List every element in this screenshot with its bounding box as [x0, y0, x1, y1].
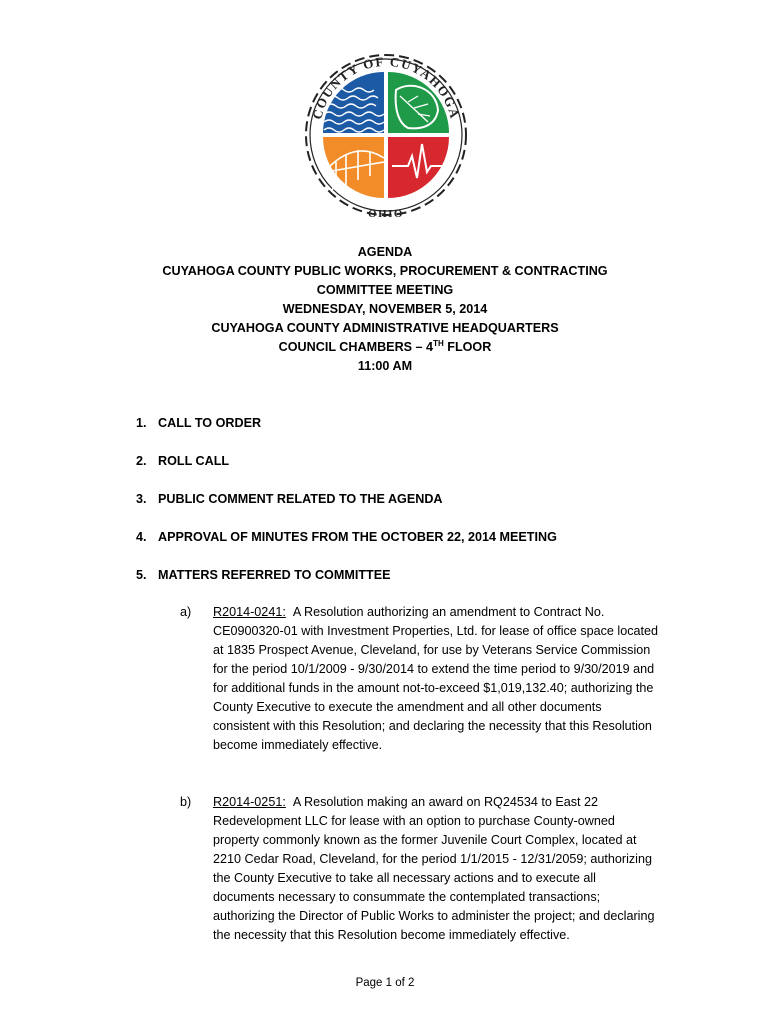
agenda-item-text: APPROVAL OF MINUTES FROM THE OCTOBER 22, 2014 MEETING — [158, 530, 557, 544]
resolution-number: R2014-0241: — [213, 605, 286, 619]
agenda-item-3 — [136, 491, 443, 507]
resolution-number: R2014-0251: — [213, 795, 286, 809]
agenda-item-5 — [136, 567, 391, 583]
seal-top-text: COUNTY OF CUYAHOGA — [309, 53, 463, 121]
agenda-item-text: PUBLIC COMMENT RELATED TO THE AGENDA — [158, 492, 443, 506]
subitem-letter: a) — [180, 605, 192, 619]
meeting-date: WEDNESDAY, NOVEMBER 5, 2014 — [282, 302, 488, 316]
seal-bottom-text: OHIO — [368, 208, 404, 220]
agenda-item-text: CALL TO ORDER — [158, 416, 262, 430]
page-number: Page 1 of 2 — [355, 977, 415, 989]
meeting-building: CUYAHOGA COUNTY ADMINISTRATIVE HEADQUARTERS — [211, 321, 559, 335]
agenda-item-number: 5. — [136, 568, 147, 582]
meeting-type: COMMITTEE MEETING — [316, 283, 454, 297]
agenda-item-number: 3. — [136, 492, 147, 506]
agenda-header — [0, 243, 770, 376]
agenda-item-2 — [136, 453, 229, 469]
agenda-item-1 — [136, 415, 261, 431]
resolution-text: A Resolution authorizing an amendment to Contract No. CE0900320-01 with Investment Properties, Ltd. for lease of office space located at 1835 Prospect Avenue, Cleveland, for use by Veterans Service Commission for the period 10/1/2009 - 9/30/2014 to extend the time period to 9/30/2019 and for additional funds in the amount not-to-exceed $1,019,132.40; authorizing the County Executive to execute the amendment and all other documents consistent with this Resolution; and declaring the necessity that this Resolution become immediately effective. — [213, 605, 659, 752]
agenda-title: AGENDA — [357, 245, 413, 259]
meeting-time: 11:00 AM — [357, 359, 413, 373]
subitem-body — [213, 603, 660, 755]
meeting-room-prefix: COUNCIL CHAMBERS – 4 — [278, 340, 434, 354]
meeting-room-suffix: FLOOR — [443, 340, 492, 354]
county-seal-logo — [296, 40, 476, 225]
meeting-room-sup: TH — [433, 339, 444, 348]
county-seal-graphic — [296, 40, 476, 225]
agenda-item-number: 1. — [136, 416, 147, 430]
agenda-item-number: 2. — [136, 454, 147, 468]
agenda-item-number: 4. — [136, 530, 147, 544]
agenda-item-text: MATTERS REFERRED TO COMMITTEE — [158, 568, 391, 582]
agenda-item-4 — [136, 529, 557, 545]
subitem-body — [213, 793, 660, 945]
committee-name: CUYAHOGA COUNTY PUBLIC WORKS, PROCUREMENT & CONTRACTING — [162, 264, 608, 278]
subitem-letter: b) — [180, 795, 192, 809]
meeting-room — [0, 338, 770, 357]
resolution-text: A Resolution making an award on RQ24534 to East 22 Redevelopment LLC for lease with an option to purchase County-owned property commonly known as the former Juvenile Court Complex, located at 2210 Cedar Road, Cleveland, for the period 1/1/2015 - 12/31/2059; authorizing the County Executive to take all necessary actions and to execute all documents necessary to consummate the contemplated transactions; authorizing the Director of Public Works to administer the project; and declaring the necessity that this Resolution become immediately effective. — [213, 795, 655, 942]
agenda-item-text: ROLL CALL — [158, 454, 230, 468]
